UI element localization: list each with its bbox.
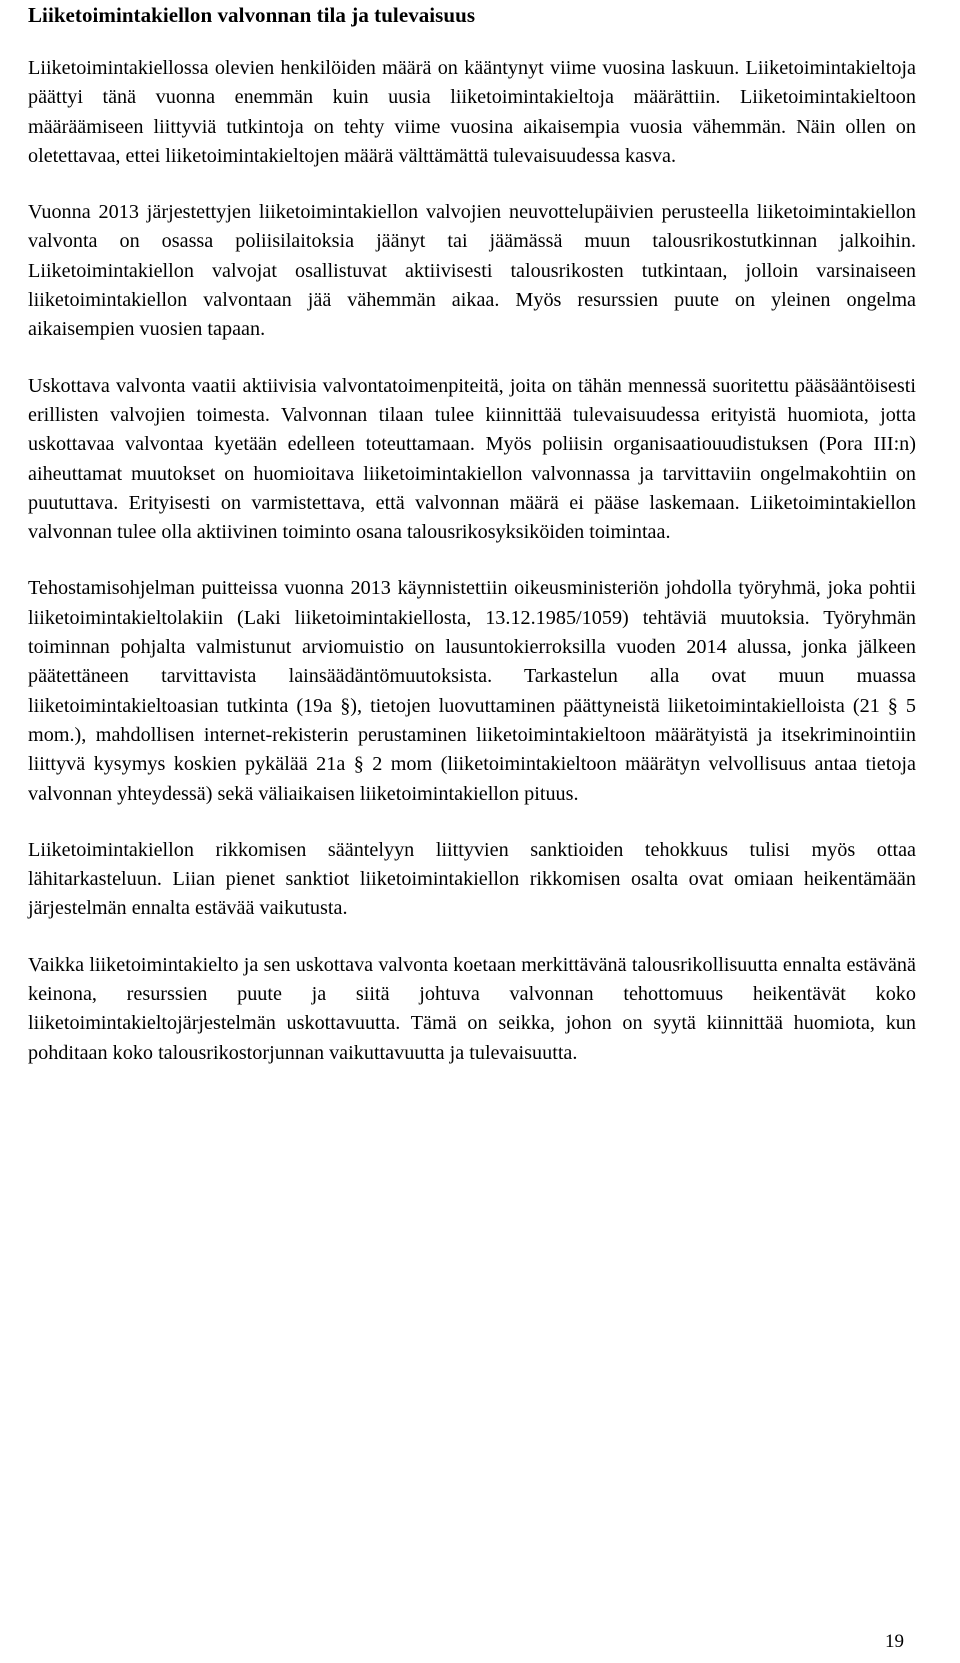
paragraph-4: Tehostamisohjelman puitteissa vuonna 2013 käynnistettiin oikeusministeriön johdolla työryhmä, joka pohtii liiketoimintakieltolakiin (Laki liiketoimintakiellosta, 13.12.1985/1059) tehtäviä muutoksia. Työryhmän toiminnan pohjalta valmistunut arviomuistio on lausuntokierroksilla vuoden 2014 alussa, jonka jälkeen päätettäneen tarvittavista lainsäädäntömuutoksista. Tarkastelun alla ovat muun muassa liiketoimintakieltoasian tutkinta (19a §), tietojen luovuttaminen päättyneistä liiketoimintakielloista (21 § 5 mom.), mahdollisen internet-rekisterin perustaminen liiketoimintakieltoon määrätyistä ja itsekriminointiin liittyvä kysymys koskien pykälää 21a § 2 mom (liiketoimintakieltoon määrätyn velvollisuus antaa tietoja valvonnan yhteydessä) sekä väliaikaisen liiketoimintakiellon pituus. — [28, 577, 916, 805]
section-heading: Liiketoimintakiellon valvonnan tila ja tulevaisuus — [28, 3, 476, 27]
document-page — [28, 0, 916, 1068]
paragraph-5: Liiketoimintakiellon rikkomisen sääntelyyn liittyvien sanktioiden tehokkuus tulisi myös ottaa lähitarkasteluun. Liian pienet sanktiot liiketoimintakiellon rikkomisen osalta ovat omiaan heikentämään järjestelmän ennalta estävää vaikutusta. — [28, 838, 916, 920]
page-number: 19 — [885, 1631, 904, 1652]
paragraph-2: Vuonna 2013 järjestettyjen liiketoimintakiellon valvojien neuvottelupäivien perusteella liiketoimintakiellon valvonta on osassa poliisilaitoksia jäänyt tai jäämässä muun talousrikostutkinnan jalkoihin. Liiketoimintakiellon valvojat osallistuvat aktiivisesti talousrikosten tutkintaan, jolloin varsinaiseen liiketoimintakiellon valvontaan jää vähemmän aikaa. Myös resurssien puute on yleinen ongelma aikaisempien vuosien tapaan. — [28, 201, 916, 341]
paragraph-1: Liiketoimintakiellossa olevien henkilöiden määrä on kääntynyt viime vuosina laskuun. Liiketoimintakieltoja päättyi tänä vuonna enemmän kuin uusia liiketoimintakieltoja määrättiin. Liiketoimintakieltoon määräämiseen liittyviä tutkintoja on tehty viime vuosina aikaisempia vuosia vähemmän. Näin ollen on oletettavaa, ettei liiketoimintakieltojen määrä välttämättä tulevaisuudessa kasva. — [28, 57, 916, 167]
paragraph-6: Vaikka liiketoimintakielto ja sen uskottava valvonta koetaan merkittävänä talousrikollisuutta ennalta estävänä keinona, resurssien puute ja siitä johtuva valvonnan tehottomuus heikentävät koko liiketoimintakieltojärjestelmän uskottavuutta. Tämä on seikka, johon on syytä kiinnittää huomiota, kun pohditaan koko talousrikostorjunnan vaikuttavuutta ja tulevaisuutta. — [28, 953, 916, 1064]
paragraph-3: Uskottava valvonta vaatii aktiivisia valvontatoimenpiteitä, joita on tähän mennessä suoritettu pääsääntöisesti erillisten valvojien toimesta. Valvonnan tilaan tulee kiinnittää tulevaisuudessa erityistä huomiota, jotta uskottavaa valvontaa kyetään edelleen toteuttamaan. Myös poliisin organisaatiouudistuksen (Pora III:n) aiheuttamat muutokset on huomioitava liiketoimintakiellon valvonnassa ja tarvittaviin ongelmakohtiin on puututtava. Erityisesti on varmistettava, että valvonnan määrä ei pääse laskemaan. Liiketoimintakiellon valvonnan tulee olla aktiivinen toiminto osana talousrikosyksiköiden toimintaa. — [28, 374, 916, 544]
